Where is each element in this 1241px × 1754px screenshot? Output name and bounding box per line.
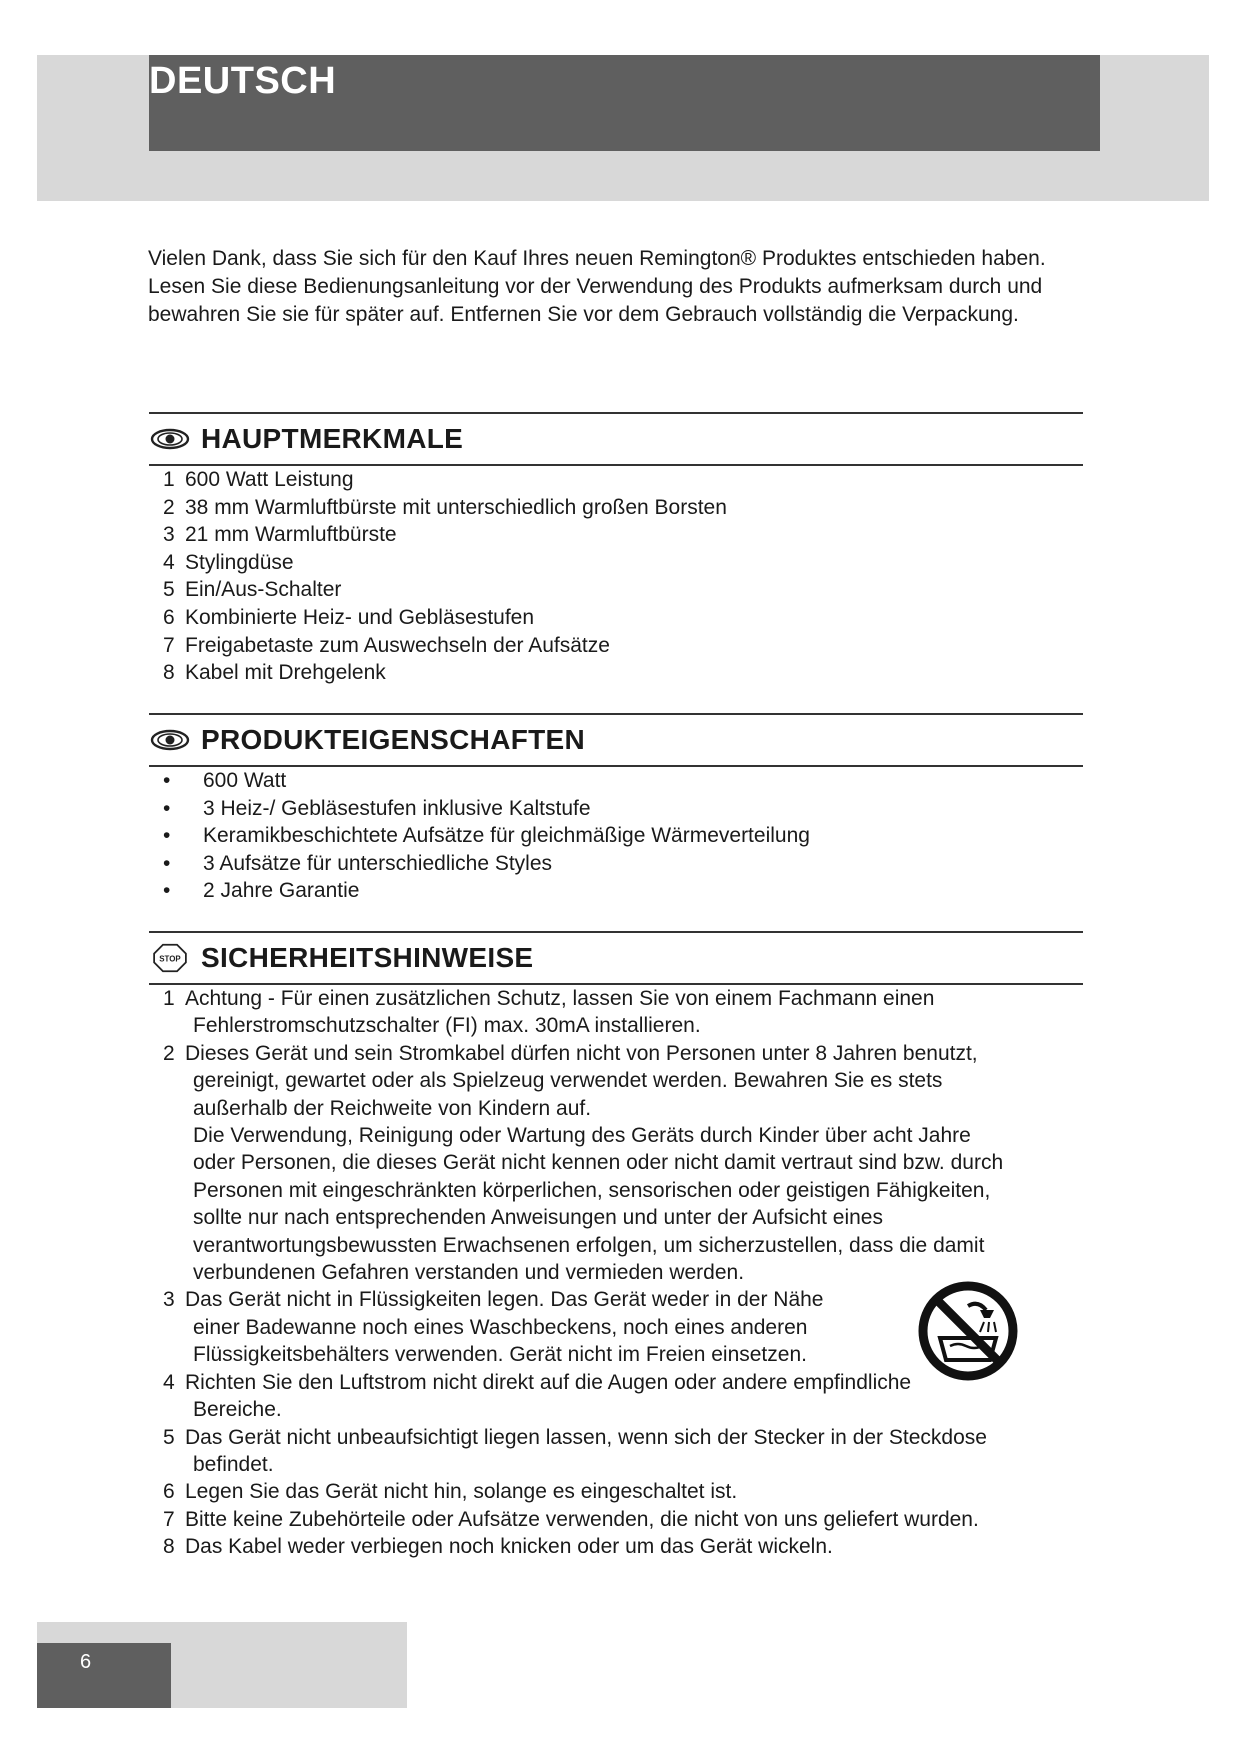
- item-text: Das Gerät nicht unbeaufsichtigt liegen lassen, wenn sich der Stecker in der Steckdose: [185, 1425, 987, 1449]
- item-text: befindet.: [193, 1452, 274, 1476]
- item-text: Fehlerstromschutzschalter (FI) max. 30mA installieren.: [193, 1014, 701, 1038]
- list-item-line: [149, 985, 1083, 1012]
- item-text: Bereiche.: [193, 1398, 282, 1422]
- item-number: 6: [163, 605, 175, 629]
- list-item-line: [149, 1478, 1083, 1505]
- intro-paragraph-2: Lesen Sie diese Bedienungsanleitung vor der Verwendung des Produkts aufmerksam durch und bewahren Sie sie für später auf. Entfernen Sie vor dem Gebrauch vollständig die Verpackung.: [148, 275, 1043, 326]
- list-item: [149, 767, 1083, 795]
- item-text: Legen Sie das Gerät nicht hin, solange es eingeschaltet ist.: [185, 1480, 738, 1504]
- list-item-line: [149, 1424, 1083, 1451]
- no-bathtub-shower-icon: [910, 1280, 1026, 1382]
- bullet: •: [163, 796, 171, 820]
- item-number: 8: [163, 661, 175, 685]
- list-item-line: [149, 1122, 1083, 1149]
- item-text: gereinigt, gewartet oder als Spielzeug verwendet werden. Bewahren Sie es stets: [193, 1069, 943, 1093]
- properties-title: PRODUKTEIGENSCHAFTEN: [201, 724, 586, 755]
- list-item-line: [149, 1040, 1083, 1067]
- features-title: HAUPTMERKMALE: [201, 423, 464, 454]
- item-number: 1: [163, 987, 175, 1010]
- list-item-line: [149, 1095, 1083, 1122]
- item-number: 7: [163, 1507, 175, 1531]
- list-item: [149, 850, 1083, 878]
- item-number: 5: [163, 1425, 175, 1449]
- intro-paragraph-1: Vielen Dank, dass Sie sich für den Kauf Ihres neuen Remington® Produktes entschieden haben.: [148, 247, 1046, 270]
- bullet: •: [163, 851, 171, 875]
- bullet: •: [163, 879, 171, 903]
- list-item-line: [149, 1506, 1083, 1533]
- item-text: verbundenen Gefahren verstanden und vermieden werden.: [193, 1261, 745, 1285]
- properties-heading: [149, 715, 1083, 765]
- list-item: [149, 521, 1083, 549]
- page-title: DEUTSCH: [149, 60, 337, 102]
- item-number-spacer: [163, 1396, 185, 1423]
- item-text: 3 Heiz-/ Gebläsestufen inklusive Kaltstufe: [203, 796, 591, 820]
- item-text: verantwortungsbewussten Erwachsenen erfolgen, um sicherzustellen, dass die damit: [193, 1233, 985, 1257]
- item-text: Keramikbeschichtete Aufsätze für gleichmäßige Wärmeverteilung: [203, 824, 810, 848]
- item-number: 4: [163, 550, 175, 574]
- item-text: 3 Aufsätze für unterschiedliche Styles: [203, 851, 553, 875]
- item-number-spacer: [163, 1232, 185, 1259]
- item-number-spacer: [163, 1177, 185, 1204]
- item-number: 2: [163, 1041, 175, 1065]
- list-item-line: [149, 1012, 1083, 1039]
- eye-icon: [149, 725, 191, 755]
- list-item: [149, 604, 1083, 632]
- item-text: 600 Watt Leistung: [185, 468, 354, 491]
- list-item: [149, 576, 1083, 604]
- safety-title: SICHERHEITSHINWEISE: [201, 942, 534, 973]
- safety-heading: [149, 933, 1083, 983]
- list-item-line: [149, 1204, 1083, 1231]
- page-number: 6: [80, 1651, 92, 1673]
- item-text: Das Kabel weder verbiegen noch knicken oder um das Gerät wickeln.: [185, 1535, 833, 1559]
- item-number-spacer: [163, 1451, 185, 1478]
- page-number-box: [37, 1643, 171, 1708]
- item-number-spacer: [163, 1204, 185, 1231]
- item-text: Achtung - Für einen zusätzlichen Schutz, lassen Sie von einem Fachmann einen: [185, 987, 935, 1010]
- safety-list: [149, 985, 1083, 1561]
- item-text: 600 Watt: [203, 769, 287, 792]
- eye-icon: [149, 424, 191, 454]
- item-number: 3: [163, 1288, 175, 1312]
- item-number: 5: [163, 578, 175, 602]
- item-text: Dieses Gerät und sein Stromkabel dürfen nicht von Personen unter 8 Jahren benutzt,: [185, 1041, 978, 1065]
- list-item-line: [149, 1177, 1083, 1204]
- list-item-line: [149, 1067, 1083, 1094]
- bullet: •: [163, 824, 171, 848]
- features-section: [149, 412, 1083, 687]
- properties-section: [149, 713, 1083, 905]
- item-text: Bitte keine Zubehörteile oder Aufsätze verwenden, die nicht von uns geliefert wurden.: [185, 1507, 979, 1531]
- item-number: 3: [163, 523, 175, 547]
- list-item-line: [149, 1451, 1083, 1478]
- item-number-spacer: [163, 1341, 185, 1368]
- list-item: [149, 632, 1083, 660]
- item-number-spacer: [163, 1149, 185, 1176]
- item-number-spacer: [163, 1095, 185, 1122]
- item-number-spacer: [163, 1067, 185, 1094]
- stop-icon-text: STOP: [159, 954, 181, 964]
- list-item-line: [149, 1396, 1083, 1423]
- item-number: 1: [163, 468, 175, 491]
- item-number: 7: [163, 633, 175, 657]
- item-text: Richten Sie den Luftstrom nicht direkt auf die Augen oder andere empfindliche: [185, 1370, 912, 1394]
- list-item: [149, 822, 1083, 850]
- item-number-spacer: [163, 1259, 185, 1286]
- item-text: Personen mit eingeschränkten körperlichen, sensorischen oder geistigen Fähigkeiten,: [193, 1178, 991, 1202]
- item-text: Freigabetaste zum Auswechseln der Aufsätze: [185, 633, 610, 657]
- item-number: 4: [163, 1370, 175, 1394]
- item-text: oder Personen, die dieses Gerät nicht kennen oder nicht damit vertraut sind bzw. durch: [193, 1151, 1004, 1175]
- list-item: [149, 549, 1083, 577]
- list-item: [149, 466, 1083, 494]
- item-text: Kombinierte Heiz- und Gebläsestufen: [185, 605, 535, 629]
- features-list: [149, 466, 1083, 687]
- stop-icon: [149, 943, 191, 973]
- item-number-spacer: [163, 1314, 185, 1341]
- item-text: Ein/Aus-Schalter: [185, 578, 342, 602]
- item-text: Stylingdüse: [185, 550, 294, 574]
- list-item-line: [149, 1533, 1083, 1560]
- item-text: Das Gerät nicht in Flüssigkeiten legen. Das Gerät weder in der Nähe: [185, 1288, 824, 1312]
- item-text: 21 mm Warmluftbürste: [185, 523, 397, 547]
- properties-list: [149, 767, 1083, 905]
- list-item-line: [149, 1232, 1083, 1259]
- item-text: einer Badewanne noch eines Waschbeckens, noch eines anderen: [193, 1315, 808, 1339]
- item-text: außerhalb der Reichweite von Kindern auf.: [193, 1096, 592, 1120]
- item-text: sollte nur nach entsprechenden Anweisungen und unter der Aufsicht eines: [193, 1206, 883, 1230]
- item-number: 2: [163, 495, 175, 519]
- item-text: Die Verwendung, Reinigung oder Wartung des Geräts durch Kinder über acht Jahre: [193, 1124, 971, 1148]
- item-text: Flüssigkeitsbehälters verwenden. Gerät nicht im Freien einsetzen.: [193, 1343, 807, 1367]
- list-item-line: [149, 1149, 1083, 1176]
- item-text: Kabel mit Drehgelenk: [185, 661, 386, 685]
- features-heading: [149, 414, 1083, 464]
- item-number-spacer: [163, 1012, 185, 1039]
- list-item: [149, 659, 1083, 687]
- item-text: 38 mm Warmluftbürste mit unterschiedlich großen Borsten: [185, 495, 727, 519]
- item-number: 6: [163, 1480, 175, 1504]
- bullet: •: [163, 769, 171, 792]
- item-text: 2 Jahre Garantie: [203, 879, 360, 903]
- list-item: [149, 494, 1083, 522]
- safety-section: [149, 931, 1083, 1561]
- intro-text: [148, 245, 1088, 329]
- item-number-spacer: [163, 1122, 185, 1149]
- list-item: [149, 877, 1083, 905]
- list-item: [149, 795, 1083, 823]
- item-number: 8: [163, 1535, 175, 1559]
